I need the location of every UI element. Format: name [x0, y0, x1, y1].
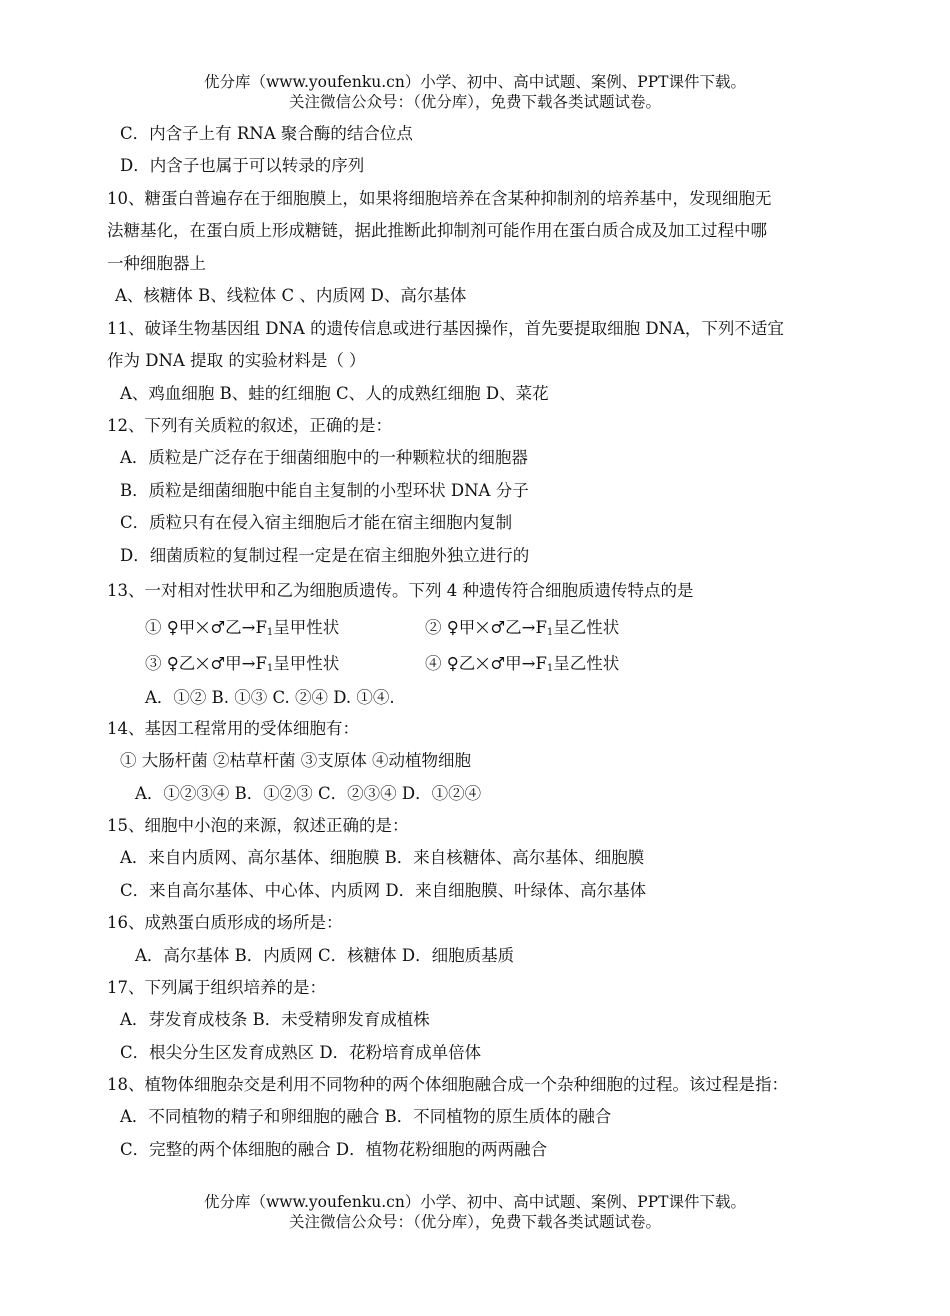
generation-label: F	[255, 654, 267, 673]
header-line-2: 关注微信公众号：（优分库），免费下载各类试题试卷。	[288, 93, 661, 111]
item-number: ①	[145, 618, 162, 637]
q9-option-c: C．内含子上有 RNA 聚合酶的结合位点	[120, 124, 413, 143]
generation-label: F	[255, 618, 267, 637]
header-line-1: 优分库（www.youfenku.cn）小学、初中、高中试题、案例、PPT课件下载。	[203, 73, 747, 91]
q17-options-ab: A．芽发育成枝条 B．未受精卵发育成植株	[120, 1010, 430, 1029]
cross-icon	[196, 657, 209, 670]
q17-stem: 17、下列属于组织培养的是：	[107, 978, 326, 997]
female-parent: ♀甲	[166, 618, 196, 637]
generation-label: F	[535, 618, 547, 637]
female-parent: ♀乙	[166, 654, 196, 673]
footer-line-1: 优分库（www.youfenku.cn）小学、初中、高中试题、案例、PPT课件下载。	[203, 1193, 747, 1211]
arrow-icon: →	[241, 618, 256, 637]
arrow-icon: →	[521, 654, 536, 673]
q13-item-3	[145, 653, 339, 680]
generation-subscript: 1	[546, 663, 554, 674]
item-number: ②	[425, 618, 442, 637]
q12-option-c: C．质粒只有在侵入宿主细胞后才能在宿主细胞内复制	[120, 513, 513, 532]
female-parent: ♀甲	[446, 618, 476, 637]
q13-item-2	[425, 617, 619, 644]
female-parent: ♀乙	[446, 654, 476, 673]
cross-icon	[476, 621, 489, 634]
q14-options: A．①②③④ B．①②③ C．②③④ D．①②④	[135, 784, 482, 803]
q10-stem-1: 10、糖蛋白普遍存在于细胞膜上，如果将细胞培养在含某种抑制剂的培养基中，发现细胞无	[107, 189, 772, 208]
q15-stem: 15、细胞中小泡的来源，叙述正确的是：	[107, 816, 409, 835]
q18-options-ab: A．不同植物的精子和卵细胞的融合 B．不同植物的原生质体的融合	[120, 1107, 612, 1126]
q13-stem: 13、一对相对性状甲和乙为细胞质遗传。下列 4 种遗传符合细胞质遗传特点的是	[107, 581, 694, 600]
q12-option-a: A．质粒是广泛存在于细菌细胞中的一种颗粒状的细胞器	[120, 448, 528, 467]
q16-stem: 16、成熟蛋白质形成的场所是：	[107, 913, 343, 932]
q12-stem: 12、下列有关质粒的叙述，正确的是：	[107, 416, 392, 435]
result-text: 呈乙性状	[553, 618, 620, 637]
q13-item-4	[425, 653, 619, 680]
result-text: 呈乙性状	[553, 654, 620, 673]
male-parent: ♂乙	[210, 618, 242, 637]
male-parent: ♂甲	[490, 654, 522, 673]
q16-options: A．高尔基体 B．内质网 C．核糖体 D．细胞质基质	[135, 946, 515, 965]
arrow-icon: →	[241, 654, 256, 673]
generation-subscript: 1	[266, 627, 274, 638]
q11-stem-2: 作为 DNA 提取 的实验材料是（ ）	[107, 351, 366, 370]
q18-stem: 18、植物体细胞杂交是利用不同物种的两个体细胞融合成一个杂种细胞的过程。该过程是指：	[107, 1075, 788, 1094]
cross-icon	[476, 657, 489, 670]
q10-stem-3: 一种细胞器上	[107, 254, 206, 273]
generation-subscript: 1	[266, 663, 274, 674]
q14-stem: 14、基因工程常用的受体细胞有：	[107, 719, 359, 738]
q10-options: A、核糖体 B、线粒体 C 、内质网 D、高尔基体	[115, 286, 467, 305]
q12-option-d: D．细菌质粒的复制过程一定是在宿主细胞外独立进行的	[120, 546, 530, 565]
male-parent: ♂甲	[210, 654, 242, 673]
result-text: 呈甲性状	[273, 654, 340, 673]
item-number: ③	[145, 654, 162, 673]
q11-options: A、鸡血细胞 B、蛙的红细胞 C、人的成熟红细胞 D、菜花	[120, 384, 549, 403]
q15-options-cd: C．来自高尔基体、中心体、内质网 D．来自细胞膜、叶绿体、高尔基体	[120, 881, 647, 900]
result-text: 呈甲性状	[273, 618, 340, 637]
q13-item-1	[145, 617, 339, 644]
q15-options-ab: A．来自内质网、高尔基体、细胞膜 B．来自核糖体、高尔基体、细胞膜	[120, 848, 645, 867]
q14-items: ① 大肠杆菌 ②枯草杆菌 ③支原体 ④动植物细胞	[120, 751, 471, 770]
q9-option-d: D．内含子也属于可以转录的序列	[120, 156, 365, 175]
generation-label: F	[535, 654, 547, 673]
q10-stem-2: 法糖基化，在蛋白质上形成糖链，据此推断此抑制剂可能作用在蛋白质合成及加工过程中哪	[107, 221, 767, 240]
generation-subscript: 1	[546, 627, 554, 638]
footer-line-2: 关注微信公众号：（优分库），免费下载各类试题试卷。	[288, 1213, 661, 1231]
cross-icon	[196, 621, 209, 634]
q11-stem-1: 11、破译生物基因组 DNA 的遗传信息或进行基因操作，首先要提取细胞 DNA，下列不适宜	[107, 319, 784, 338]
q18-options-cd: C．完整的两个体细胞的融合 D．植物花粉细胞的两两融合	[120, 1140, 548, 1159]
q12-option-b: B．质粒是细菌细胞中能自主复制的小型环状 DNA 分子	[120, 481, 529, 500]
q13-options: A．①② B. ①③ C. ②④ D. ①④.	[145, 688, 395, 707]
item-number: ④	[425, 654, 442, 673]
male-parent: ♂乙	[490, 618, 522, 637]
arrow-icon: →	[521, 618, 536, 637]
q17-options-cd: C．根尖分生区发育成熟区 D．花粉培育成单倍体	[120, 1043, 482, 1062]
